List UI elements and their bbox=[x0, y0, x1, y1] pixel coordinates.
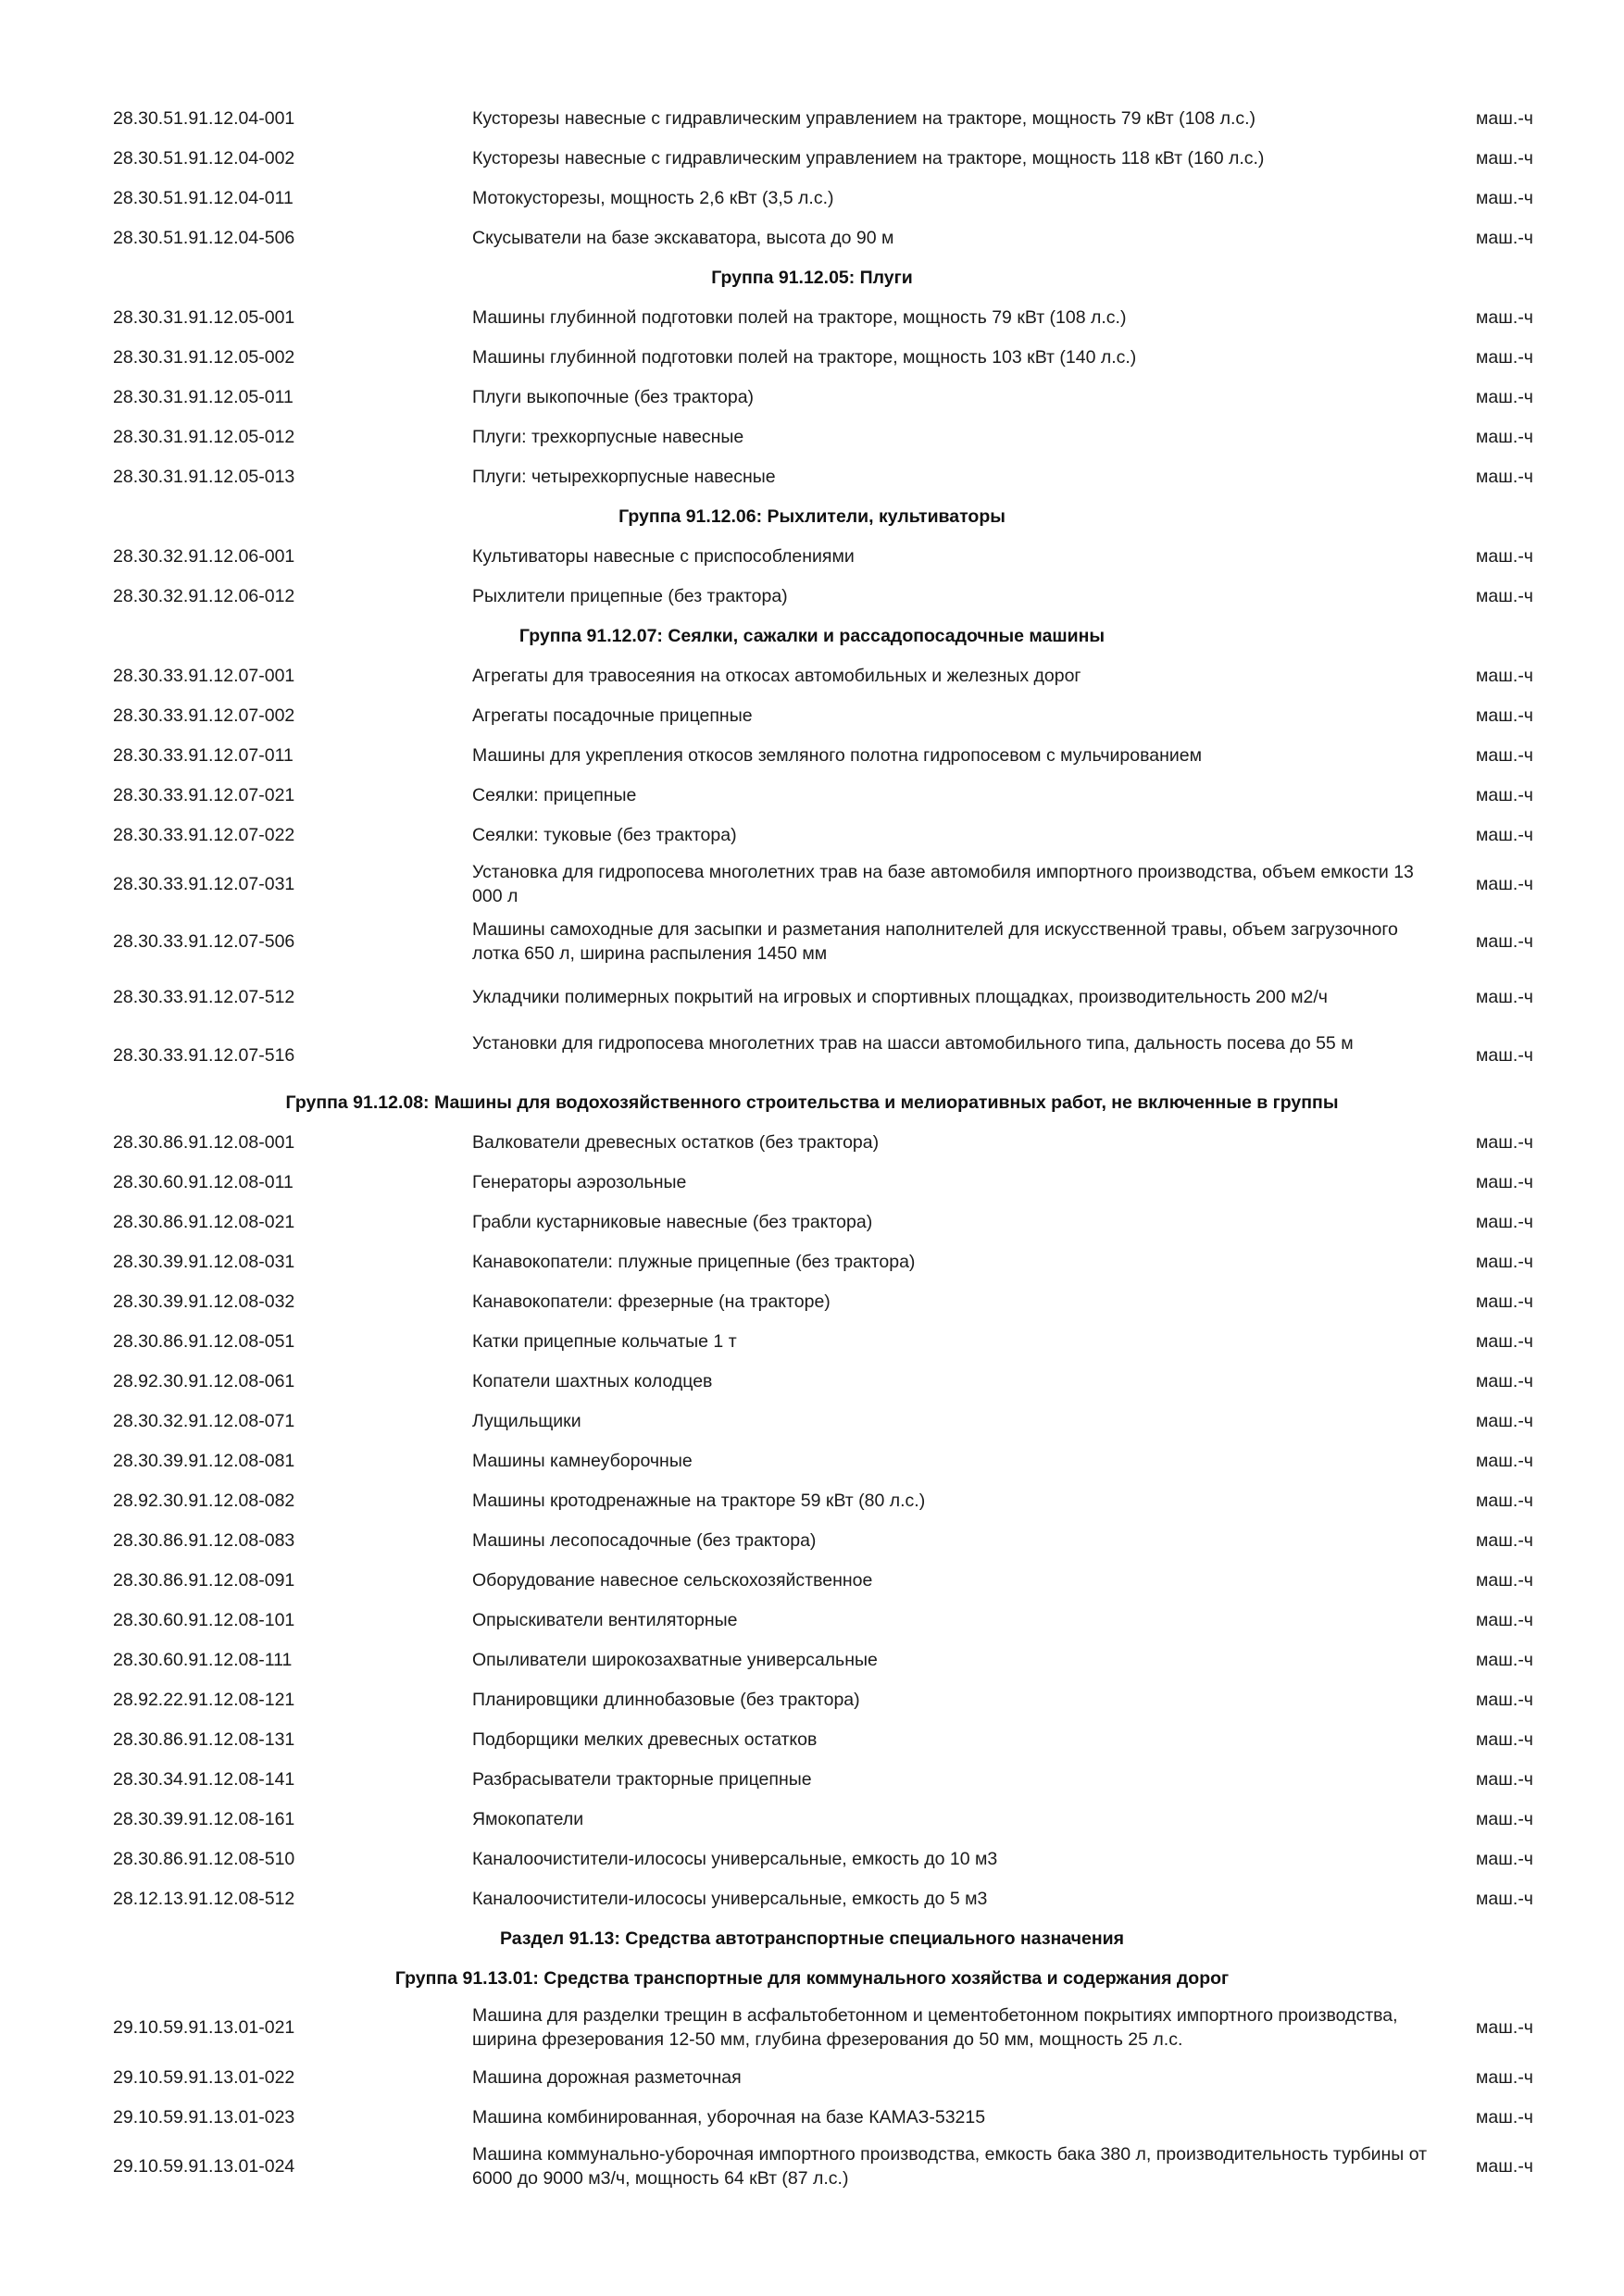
group-heading: Раздел 91.13: Средства автотранспортные специального назначения bbox=[500, 1928, 1124, 1949]
resource-code: 28.30.31.91.12.05-001 bbox=[113, 307, 295, 328]
resource-description: Каналоочистители-илососы универсальные, емкость до 5 м3 bbox=[472, 1889, 988, 1909]
group-heading: Группа 91.13.01: Средства транспортные для коммунального хозяйства и содержания дорог bbox=[394, 1968, 1230, 1989]
resource-description: Копатели шахтных колодцев bbox=[472, 1371, 713, 1391]
unit-of-measure: маш.-ч bbox=[1476, 1570, 1533, 1591]
resource-code: 28.30.32.91.12.08-071 bbox=[113, 1411, 295, 1431]
resource-description: Плуги выкопочные (без трактора) bbox=[472, 387, 755, 407]
resource-description: Оборудование навесное сельскохозяйственное bbox=[472, 1570, 873, 1591]
resource-code: 28.30.32.91.12.06-001 bbox=[113, 546, 295, 567]
resource-code: 28.30.39.91.12.08-081 bbox=[113, 1451, 295, 1471]
resource-description: Катки прицепные кольчатые 1 т bbox=[472, 1331, 737, 1352]
unit-of-measure: маш.-ч bbox=[1476, 1491, 1533, 1511]
resource-code: 28.30.33.91.12.07-506 bbox=[113, 931, 295, 952]
unit-of-measure: маш.-ч bbox=[1476, 785, 1533, 805]
resource-description: Укладчики полимерных покрытий на игровых и спортивных площадках, производительность 200 м2/ч bbox=[472, 987, 1328, 1007]
unit-of-measure: маш.-ч bbox=[1476, 307, 1533, 328]
resource-description: Генераторы аэрозольные bbox=[472, 1172, 687, 1192]
resource-description: Машина дорожная разметочная bbox=[472, 2067, 742, 2088]
unit-of-measure: маш.-ч bbox=[1476, 1849, 1533, 1869]
unit-of-measure: маш.-ч bbox=[1476, 1172, 1533, 1192]
resource-description: Кусторезы навесные с гидравлическим управлением на тракторе, мощность 118 кВт (160 л.с.) bbox=[472, 148, 1265, 168]
unit-of-measure: маш.-ч bbox=[1476, 1729, 1533, 1750]
resource-description: Машина для разделки трещин в асфальтобетонном и цементобетонном покрытиях импортного производства, ширина фрезерования 12-50 мм, глубина фрезерования до 50 мм, мощность 25 л.с. bbox=[472, 2005, 1398, 2050]
unit-of-measure: маш.-ч bbox=[1476, 108, 1533, 129]
resource-code: 28.30.60.91.12.08-111 bbox=[113, 1650, 293, 1670]
resource-description: Машины лесопосадочные (без трактора) bbox=[472, 1530, 817, 1551]
resource-code: 28.92.30.91.12.08-082 bbox=[113, 1491, 295, 1511]
resource-code: 28.30.86.91.12.08-001 bbox=[113, 1132, 295, 1153]
resource-description: Планировщики длиннобазовые (без трактора) bbox=[472, 1690, 860, 1710]
resource-code: 29.10.59.91.13.01-021 bbox=[113, 2017, 295, 2038]
unit-of-measure: маш.-ч bbox=[1476, 2067, 1533, 2088]
group-heading: Группа 91.12.06: Рыхлители, культиваторы bbox=[618, 506, 1006, 527]
resource-description: Опыливатели широкозахватные универсальные bbox=[472, 1650, 878, 1670]
unit-of-measure: маш.-ч bbox=[1476, 427, 1533, 447]
resource-code: 28.30.51.91.12.04-506 bbox=[113, 228, 295, 248]
resource-description: Агрегаты посадочные прицепные bbox=[472, 705, 753, 726]
unit-of-measure: маш.-ч bbox=[1476, 188, 1533, 208]
resource-code: 28.30.60.91.12.08-011 bbox=[113, 1172, 294, 1192]
resource-code: 28.30.39.91.12.08-161 bbox=[113, 1809, 295, 1829]
unit-of-measure: маш.-ч bbox=[1476, 1650, 1533, 1670]
resource-code: 28.30.39.91.12.08-031 bbox=[113, 1252, 295, 1272]
resource-description: Каналоочистители-илососы универсальные, емкость до 10 м3 bbox=[472, 1849, 998, 1869]
resource-code: 29.10.59.91.13.01-022 bbox=[113, 2067, 295, 2088]
unit-of-measure: маш.-ч bbox=[1476, 1809, 1533, 1829]
resource-description: Сеялки: прицепные bbox=[472, 785, 637, 805]
resource-code: 29.10.59.91.13.01-023 bbox=[113, 2107, 295, 2128]
resource-code: 28.30.33.91.12.07-002 bbox=[113, 705, 295, 726]
resource-description: Машина коммунально-уборочная импортного производства, емкость бака 380 л, производительность турбины от 6000 до 9000 м3/ч, мощность 64 кВт (87 л.с.) bbox=[472, 2144, 1428, 2189]
unit-of-measure: маш.-ч bbox=[1476, 1045, 1533, 1066]
resource-description: Установки для гидропосева многолетних трав на шасси автомобильного типа, дальность посева до 55 м bbox=[472, 1033, 1354, 1054]
unit-of-measure: маш.-ч bbox=[1476, 1769, 1533, 1790]
resource-code: 28.30.86.91.12.08-510 bbox=[113, 1849, 295, 1869]
resource-description: Лущильщики bbox=[472, 1411, 581, 1431]
resource-code: 28.30.31.91.12.05-011 bbox=[113, 387, 294, 407]
resource-description: Плуги: трехкорпусные навесные bbox=[472, 427, 744, 447]
resource-description: Машина комбинированная, уборочная на базе КАМАЗ-53215 bbox=[472, 2107, 986, 2128]
group-heading: Группа 91.12.05: Плуги bbox=[711, 268, 913, 288]
resource-code: 28.30.32.91.12.06-012 bbox=[113, 586, 295, 606]
unit-of-measure: маш.-ч bbox=[1476, 1212, 1533, 1232]
unit-of-measure: маш.-ч bbox=[1476, 2017, 1533, 2038]
unit-of-measure: маш.-ч bbox=[1476, 148, 1533, 168]
resource-description: Плуги: четырехкорпусные навесные bbox=[472, 467, 776, 487]
resource-code: 28.30.33.91.12.07-001 bbox=[113, 666, 295, 686]
resource-description: Разбрасыватели тракторные прицепные bbox=[472, 1769, 812, 1790]
unit-of-measure: маш.-ч bbox=[1476, 1331, 1533, 1352]
unit-of-measure: маш.-ч bbox=[1476, 825, 1533, 845]
resource-description: Ямокопатели bbox=[472, 1809, 584, 1829]
resource-description: Сеялки: туковые (без трактора) bbox=[472, 825, 737, 845]
unit-of-measure: маш.-ч bbox=[1476, 874, 1533, 894]
unit-of-measure: маш.-ч bbox=[1476, 745, 1533, 766]
resource-code: 28.30.86.91.12.08-051 bbox=[113, 1331, 295, 1352]
resource-code: 28.12.13.91.12.08-512 bbox=[113, 1889, 295, 1909]
unit-of-measure: маш.-ч bbox=[1476, 1610, 1533, 1630]
unit-of-measure: маш.-ч bbox=[1476, 931, 1533, 952]
resource-description: Машины кротодренажные на тракторе 59 кВт (80 л.с.) bbox=[472, 1491, 926, 1511]
unit-of-measure: маш.-ч bbox=[1476, 1530, 1533, 1551]
unit-of-measure: маш.-ч bbox=[1476, 1292, 1533, 1312]
unit-of-measure: маш.-ч bbox=[1476, 228, 1533, 248]
resource-description: Кусторезы навесные с гидравлическим управлением на тракторе, мощность 79 кВт (108 л.с.) bbox=[472, 108, 1256, 129]
resource-code: 28.30.51.91.12.04-002 bbox=[113, 148, 295, 168]
resource-description: Грабли кустарниковые навесные (без трактора) bbox=[472, 1212, 873, 1232]
resource-description: Машины глубинной подготовки полей на тракторе, мощность 79 кВт (108 л.с.) bbox=[472, 307, 1127, 328]
resource-code: 28.30.86.91.12.08-021 bbox=[113, 1212, 295, 1232]
resource-description: Машины самоходные для засыпки и разметания наполнителей для искусственной травы, объем загрузочного лотка 650 л, ширина распыления 1450 мм bbox=[472, 919, 1398, 964]
resource-description: Культиваторы навесные с приспособлениями bbox=[472, 546, 855, 567]
unit-of-measure: маш.-ч bbox=[1476, 2107, 1533, 2128]
unit-of-measure: маш.-ч bbox=[1476, 586, 1533, 606]
resource-description: Агрегаты для травосеяния на откосах автомобильных и железных дорог bbox=[472, 666, 1081, 686]
resource-code: 28.30.33.91.12.07-021 bbox=[113, 785, 295, 805]
resource-description: Машины для укрепления откосов земляного полотна гидропосевом с мульчированием bbox=[472, 745, 1202, 766]
resource-code: 28.30.60.91.12.08-101 bbox=[113, 1610, 295, 1630]
resource-code: 28.92.30.91.12.08-061 bbox=[113, 1371, 295, 1391]
group-heading: Группа 91.12.07: Сеялки, сажалки и рассадопосадочные машины bbox=[518, 626, 1106, 646]
resource-code: 28.30.33.91.12.07-516 bbox=[113, 1045, 295, 1066]
resource-description: Опрыскиватели вентиляторные bbox=[472, 1610, 738, 1630]
resource-code: 28.30.33.91.12.07-031 bbox=[113, 874, 295, 894]
unit-of-measure: маш.-ч bbox=[1476, 387, 1533, 407]
resource-code: 28.30.31.91.12.05-013 bbox=[113, 467, 295, 487]
resource-description: Канавокопатели: фрезерные (на тракторе) bbox=[472, 1292, 831, 1312]
resource-description: Установка для гидропосева многолетних трав на базе автомобиля импортного производства, объем емкости 13 000 л bbox=[472, 862, 1414, 906]
resource-description: Валкователи древесных остатков (без трактора) bbox=[472, 1132, 880, 1153]
resource-code: 28.30.33.91.12.07-022 bbox=[113, 825, 295, 845]
resource-code: 28.30.86.91.12.08-131 bbox=[113, 1729, 295, 1750]
unit-of-measure: маш.-ч bbox=[1476, 467, 1533, 487]
resource-description: Машины камнеуборочные bbox=[472, 1451, 693, 1471]
resource-code: 28.30.51.91.12.04-001 bbox=[113, 108, 295, 129]
unit-of-measure: маш.-ч bbox=[1476, 546, 1533, 567]
unit-of-measure: маш.-ч bbox=[1476, 1371, 1533, 1391]
unit-of-measure: маш.-ч bbox=[1476, 1411, 1533, 1431]
resource-code: 28.30.31.91.12.05-002 bbox=[113, 347, 295, 368]
unit-of-measure: маш.-ч bbox=[1476, 1252, 1533, 1272]
unit-of-measure: маш.-ч bbox=[1476, 1690, 1533, 1710]
resource-code: 28.30.86.91.12.08-083 bbox=[113, 1530, 295, 1551]
resource-code: 28.92.22.91.12.08-121 bbox=[113, 1690, 295, 1710]
group-heading: Группа 91.12.08: Машины для водохозяйственного строительства и мелиоративных работ, не включенные в группы bbox=[285, 1092, 1339, 1113]
unit-of-measure: маш.-ч bbox=[1476, 1889, 1533, 1909]
resource-description: Скусыватели на базе экскаватора, высота до 90 м bbox=[472, 228, 894, 248]
resource-code: 28.30.33.91.12.07-011 bbox=[113, 745, 294, 766]
resource-code: 28.30.33.91.12.07-512 bbox=[113, 987, 295, 1007]
resource-code: 28.30.39.91.12.08-032 bbox=[113, 1292, 295, 1312]
unit-of-measure: маш.-ч bbox=[1476, 666, 1533, 686]
unit-of-measure: маш.-ч bbox=[1476, 705, 1533, 726]
resource-code: 28.30.34.91.12.08-141 bbox=[113, 1769, 295, 1790]
unit-of-measure: маш.-ч bbox=[1476, 1451, 1533, 1471]
resource-description: Подборщики мелких древесных остатков bbox=[472, 1729, 818, 1750]
resource-description: Машины глубинной подготовки полей на тракторе, мощность 103 кВт (140 л.с.) bbox=[472, 347, 1137, 368]
resource-code: 28.30.51.91.12.04-011 bbox=[113, 188, 294, 208]
unit-of-measure: маш.-ч bbox=[1476, 1132, 1533, 1153]
resource-description: Рыхлители прицепные (без трактора) bbox=[472, 586, 788, 606]
resource-code: 28.30.31.91.12.05-012 bbox=[113, 427, 295, 447]
resource-code: 29.10.59.91.13.01-024 bbox=[113, 2156, 295, 2177]
resource-code: 28.30.86.91.12.08-091 bbox=[113, 1570, 295, 1591]
unit-of-measure: маш.-ч bbox=[1476, 987, 1533, 1007]
unit-of-measure: маш.-ч bbox=[1476, 2156, 1533, 2177]
unit-of-measure: маш.-ч bbox=[1476, 347, 1533, 368]
resource-description: Канавокопатели: плужные прицепные (без трактора) bbox=[472, 1252, 916, 1272]
resource-description: Мотокусторезы, мощность 2,6 кВт (3,5 л.с.) bbox=[472, 188, 834, 208]
